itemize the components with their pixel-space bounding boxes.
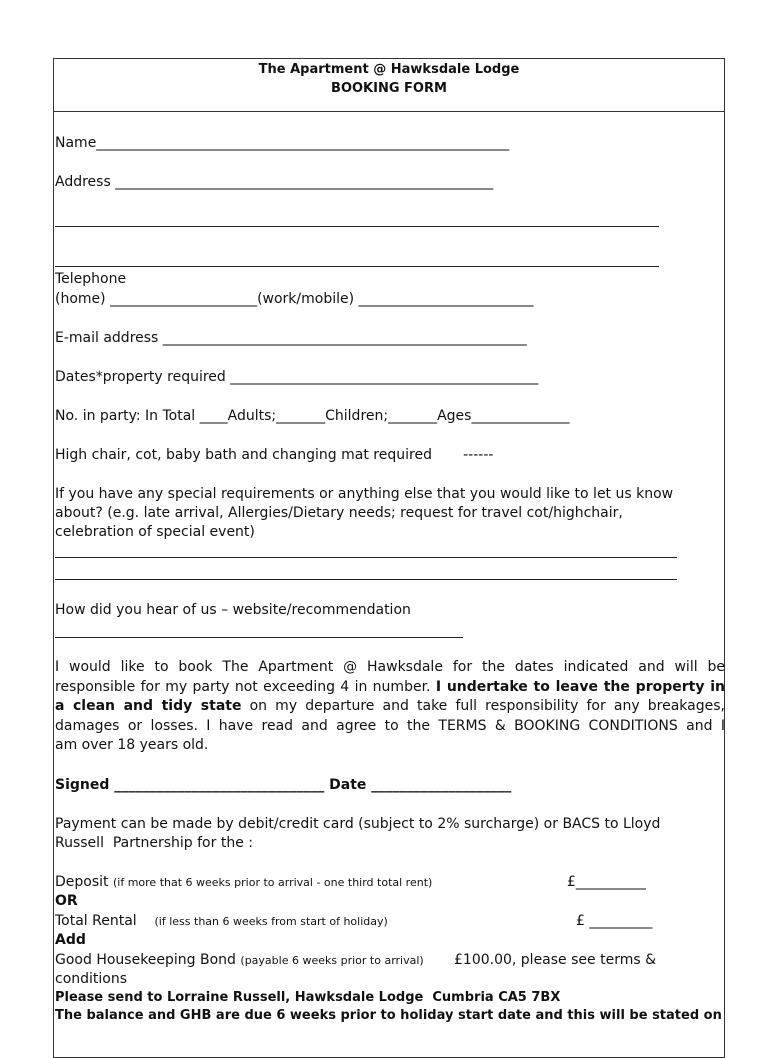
deposit-label: Deposit	[55, 874, 109, 890]
agreement-line: I would like to book The Apartment @ Hawksdale for the dates indicated and will be	[55, 659, 725, 675]
page-title: The Apartment @ Hawksdale Lodge	[258, 62, 520, 77]
telephone-field[interactable]: (home) _____________________(work/mobile) _________________________	[55, 291, 534, 307]
payment-text: Payment can be made by debit/credit card (subject to 2% surcharge) or BACS to Lloyd	[55, 816, 661, 832]
send-address: Please send to Lorraine Russell, Hawksdale Lodge Cumbria CA5 7BX	[55, 990, 561, 1005]
bond-row	[55, 951, 424, 970]
special-requirements-line[interactable]	[55, 579, 677, 580]
rental-amount-field[interactable]: £ _________	[576, 913, 653, 929]
highchair-field[interactable]: High chair, cot, baby bath and changing mat required ------	[55, 447, 494, 463]
or-label: OR	[55, 893, 78, 909]
form-frame	[53, 58, 725, 1058]
bond-label: Good Housekeeping Bond	[55, 952, 236, 968]
agreement-paragraph	[55, 658, 725, 756]
rental-label: Total Rental	[55, 913, 137, 929]
agreement-line	[55, 678, 725, 698]
deposit-amount-field[interactable]: £__________	[567, 874, 646, 890]
address-field[interactable]: Address ______________________________________________________	[55, 174, 494, 190]
add-label: Add	[55, 932, 86, 948]
signature-field[interactable]: Signed ______________________________ Date ____________________	[55, 777, 512, 793]
special-requirements-text: If you have any special requirements or anything else that you would like to let us know	[55, 486, 674, 502]
bond-note: (payable 6 weeks prior to arrival)	[240, 954, 424, 967]
telephone-label: Telephone	[55, 271, 127, 287]
dates-field[interactable]: Dates*property required ____________________________________________	[55, 369, 539, 385]
payment-text: Russell Partnership for the :	[55, 835, 253, 851]
agreement-line: am over 18 years old.	[55, 737, 209, 753]
agreement-line: damages or losses. I have read and agree to the TERMS & BOOKING CONDITIONS and I	[55, 717, 725, 734]
rental-row	[55, 912, 388, 931]
form-subtitle: BOOKING FORM	[331, 81, 447, 96]
agreement-bold-text: I undertake to leave the property in	[435, 678, 725, 695]
email-field[interactable]: E-mail address ____________________________________________________	[55, 330, 527, 346]
bond-amount: £100.00, please see terms &	[454, 952, 657, 968]
agreement-line	[55, 697, 725, 717]
special-requirements-line[interactable]	[55, 557, 677, 558]
agreement-text: on my departure and take full responsibility for any breakages,	[241, 698, 725, 714]
name-field[interactable]: Name___________________________________________________________	[55, 135, 510, 151]
agreement-text: responsible for my party not exceeding 4 in number.	[55, 678, 436, 695]
balance-note: The balance and GHB are due 6 weeks prior to holiday start date and this will be stated on	[55, 1008, 722, 1023]
deposit-note: (if more that 6 weeks prior to arrival - one third total rent)	[112, 876, 433, 889]
address-line-3[interactable]	[55, 266, 659, 267]
hear-of-us-line[interactable]	[55, 637, 463, 638]
special-requirements-text: celebration of special event)	[55, 524, 255, 540]
party-field[interactable]: No. in party: In Total ____Adults;_______Children;_______Ages______________	[55, 408, 570, 424]
hear-of-us-text: How did you hear of us – website/recommendation	[55, 602, 411, 618]
special-requirements-text: about? (e.g. late arrival, Allergies/Dietary needs; request for travel cot/highchair,	[55, 505, 623, 521]
rental-note: (if less than 6 weeks from start of holiday)	[154, 915, 388, 928]
agreement-bold-text: a clean and tidy state	[55, 698, 242, 714]
deposit-row	[55, 873, 432, 892]
address-line-2[interactable]	[55, 226, 659, 227]
header-divider	[53, 111, 725, 112]
bond-continued: conditions	[55, 971, 128, 987]
